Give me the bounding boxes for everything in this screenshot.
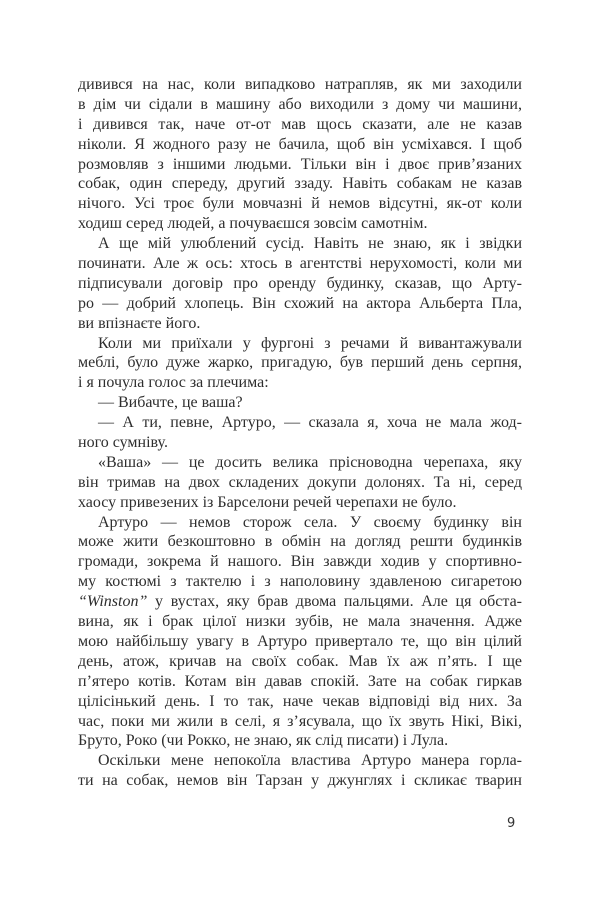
text-line xyxy=(78,692,522,712)
text-line xyxy=(78,373,522,393)
italic-text: “Winston” xyxy=(78,593,148,611)
text-line xyxy=(78,712,522,732)
body-text xyxy=(78,75,522,791)
line-text: — Вибачте, це ваша? xyxy=(98,394,243,412)
text-line xyxy=(78,314,522,334)
line-text: мою найбільшу увагу в Артуро привертало те, що він цілий xyxy=(78,632,522,650)
text-line xyxy=(78,274,522,294)
text-line xyxy=(78,652,522,672)
text-line xyxy=(78,552,522,572)
line-text: вина, як і брак цілої низки зубів, не мала значення. Адже xyxy=(78,613,522,631)
line-text: нічого. Усі троє були мовчазні й немов відсутні, як-от коли xyxy=(78,195,522,213)
text-line xyxy=(78,234,522,254)
line-text: і я почула голос за плечима: xyxy=(78,374,269,392)
line-text: дивився на нас, коли випадково натрапляв, як ми заходили xyxy=(78,76,522,93)
text-line xyxy=(78,731,522,751)
line-text: Коли ми приїхали у фургоні з речами й вивантажували xyxy=(98,334,522,352)
line-text: собак, один спереду, другий ззаду. Навіть собакам не казав xyxy=(78,175,522,193)
line-text: і дивився так, наче от-от мав щось сказати, але не казав xyxy=(78,115,522,133)
text-line xyxy=(78,751,522,771)
line-text: цілісінький день. І то так, наче чекав відповіді від них. За xyxy=(78,692,522,710)
text-line xyxy=(78,294,522,314)
line-text: громади, зокрема й нашого. Він завжди ходив у спортивно- xyxy=(78,553,522,571)
page-number: 9 xyxy=(507,816,516,831)
text-line xyxy=(78,592,522,612)
text-line xyxy=(78,532,522,552)
line-text: він тримав на двох складених докупи долонях. Та ні, серед xyxy=(78,473,522,491)
line-text: му костюмі з тактелю і з наполовину здавленою сигаретою xyxy=(78,573,522,591)
line-text: меблі, було дуже жарко, пригадую, був перший день серпня, xyxy=(78,354,522,372)
text-line xyxy=(78,135,522,155)
text-line xyxy=(78,95,522,115)
text-line xyxy=(78,413,522,433)
line-text: починати. Але ж ось: хтось в агентстві нерухомості, коли ми xyxy=(78,255,522,273)
text-line xyxy=(78,174,522,194)
line-text: ви впізнаєте його. xyxy=(78,314,201,332)
line-text: у вустах, яку брав двома пальцями. Але ця обста- xyxy=(147,593,522,611)
line-text: ніколи. Я жодного разу не бачила, щоб він усміхався. І щоб xyxy=(78,135,522,153)
line-text: хаосу привезених із Барселони речей черепахи не було. xyxy=(78,493,457,511)
text-line xyxy=(78,75,522,95)
text-line xyxy=(78,115,522,135)
line-text: день, атож, кричав на своїх собак. Мав їх аж п’ять. І ще xyxy=(78,652,522,670)
line-text: ти на собак, немов він Тарзан у джунглях і скликає тварин xyxy=(78,772,522,790)
text-line xyxy=(78,672,522,692)
text-line xyxy=(78,155,522,175)
line-text: — А ти, певне, Артуро, — сказала я, хоча не мала жод- xyxy=(98,414,522,432)
text-line xyxy=(78,513,522,533)
line-text: в дім чи сідали в машину або виходили з дому чи машини, xyxy=(78,95,522,113)
text-line xyxy=(78,572,522,592)
line-text: ходиш серед людей, а почуваєшся зовсім самотнім. xyxy=(78,215,428,233)
line-text: ного сумніву. xyxy=(78,434,168,452)
text-line xyxy=(78,632,522,652)
line-text: час, поки ми жили в селі, я з’ясувала, що їх звуть Нікі, Вікі, xyxy=(78,712,522,730)
text-line xyxy=(78,493,522,513)
line-text: Бруто, Роко (чи Рокко, не знаю, як слід писати) і Лула. xyxy=(78,732,449,750)
text-line xyxy=(78,393,522,413)
line-text: Артуро — немов сторож села. У своєму будинку він xyxy=(98,513,522,531)
line-text: розмовляв з іншими людьми. Тільки він і двоє прив’язаних xyxy=(78,155,522,173)
text-line xyxy=(78,453,522,473)
text-line xyxy=(78,433,522,453)
text-line xyxy=(78,194,522,214)
line-text: Оскільки мене непокоїла властива Артуро манера горла- xyxy=(98,752,522,770)
line-text: «Ваша» — це досить велика прісноводна черепаха, яку xyxy=(98,453,522,471)
line-text: може жити безкоштовно в обмін на догляд решти будинків xyxy=(78,533,522,551)
text-line xyxy=(78,473,522,493)
line-text: п’ятеро котів. Котам він давав спокій. Зате на собак гиркав xyxy=(78,672,522,690)
text-line xyxy=(78,334,522,354)
text-line xyxy=(78,254,522,274)
text-line xyxy=(78,771,522,791)
line-text: ро — добрий хлопець. Він схожий на актора Альберта Пла, xyxy=(78,294,522,312)
line-text: А ще мій улюблений сусід. Навіть не знаю, як і звідки xyxy=(98,235,522,253)
text-line xyxy=(78,612,522,632)
text-line xyxy=(78,353,522,373)
text-line xyxy=(78,214,522,234)
line-text: підписували договір про оренду будинку, сказав, що Арту- xyxy=(78,274,522,292)
